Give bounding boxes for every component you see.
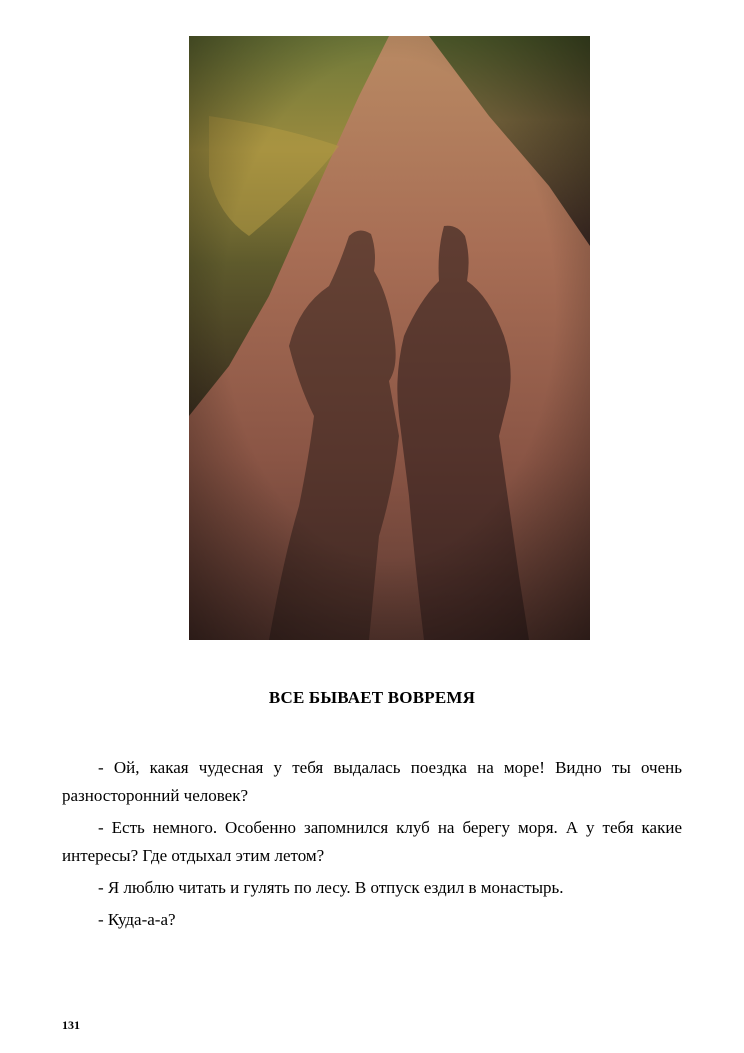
page-number: 131 [62,1018,80,1032]
paragraph: - Куда-а-а? [98,910,176,929]
paragraph: - Есть немного. Особенно запомнился клуб на берегу моря. А у тебя какие интересы? Где отдыхал этим летом? [62,818,682,865]
page-title: ВСЕ БЫВАЕТ ВОВРЕМЯ [268,688,476,707]
cover-photo [189,36,590,640]
dialogue-text [62,754,682,938]
shadows-road-illustration [189,36,590,640]
paragraph: - Ой, какая чудесная у тебя выдалась поездка на море! Видно ты очень разносторонний человек? [62,758,682,805]
paragraph: - Я люблю читать и гулять по лесу. В отпуск ездил в монастырь. [98,878,564,897]
